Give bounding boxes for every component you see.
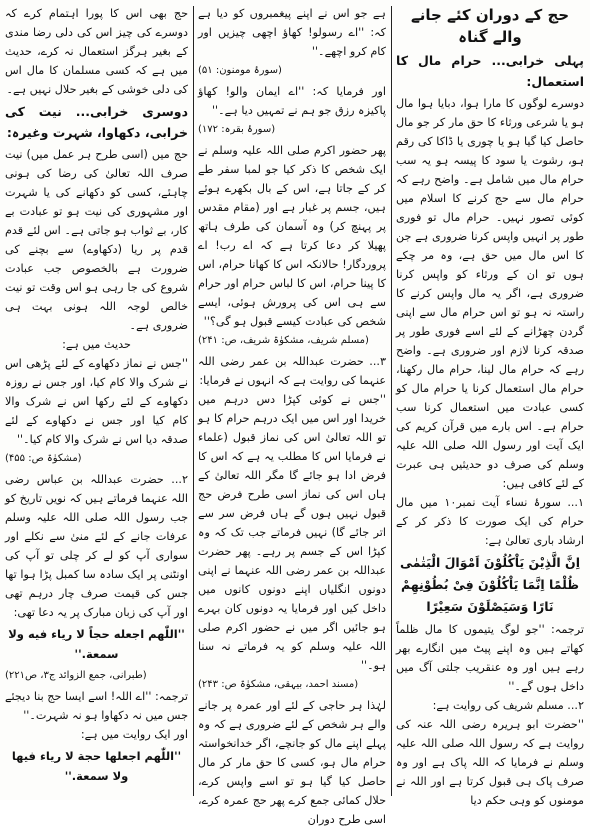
hadith-quote: ''جس نے کوئی کپڑا دس درہم میں خریدا اور اس میں ایک درہم حرام کا ہو تو اللہ تعالیٰ اس کی نماز قبول (علماء نے فرمایا اس کا مطلب یہ ہے کہ اس کا فرض ادا ہو جائے گا مگر اللہ تعالیٰ کے ہاں اس کی نماز اسی طرح فرض حج قبول نہیں ہوں گے ہاں فرض سر سے اتر جائے گا) نہیں فرماتے جب تک کہ وہ کپڑا اس کے جسم پر رہے۔ پھر حضرت عبداللہ بن عمر رضی اللہ عنہما نے اپنی دونوں انگلیاں اپنے دونوں کانوں میں داخل کیں اور فرمایا یہ دونوں کان بہرے ہو جائیں اگر میں نے حضور اکرم صلی اللہ علیہ وسلم کو یہ فرماتے نہ سنا ہو۔'' <box>198 393 386 672</box>
paragraph: ہے جو اس نے اپنے پیغمبروں کو دیا ہے کہ: ''اے رسولو! کھاؤ اچھی چیزیں اور کام کرو اچھے۔'' <box>198 7 386 58</box>
paragraph: ۱... سورۂ نساء آیت نمبر۱۰ میں مال حرام کی ایک صورت کا ذکر کر کے ارشاد باری تعالیٰ ہے: <box>396 496 585 547</box>
translation: ترجمہ: ''جو لوگ یتیموں کا مال ظلماً کھاتے ہیں وہ اپنے پیٹ میں انگارے بھر رہے ہیں اور وہ عنقریب جلتی آگ میں داخل ہوں گے۔'' <box>396 623 584 693</box>
right-column <box>396 4 585 807</box>
article-title: حج کے دوران کئے جانے والے گناہ <box>410 6 570 46</box>
paragraph: حج میں (اسی طرح ہر عمل میں) نیت صرف اللہ تعالیٰ کی رضا کی ہونی چاہئے، کسی کو دکھانے کی یا شہرت اور مشہوری کی نیت ہو تو عبادت بے کار، بے ثواب ہو جاتی ہے۔ اس لئے قدم قدم پر ریا (دکھاوے) سے بچنے کی ضرورت ہے بالخصوص جب عبادت شروع کی جا رہی ہو اس وقت تو نیت خالص لوجہ اللہ ہونی بہت ہی ضروری ہے۔ <box>5 148 188 332</box>
paragraph: ۳... حضرت عبداللہ بن عمر رضی اللہ عنہما کی روایت ہے کہ انہوں نے فرمایا: <box>198 355 386 387</box>
section-heading: دوسری خرابی... نیت کی خرابی، دکھاوا، شہرت وغیرہ: <box>5 104 188 140</box>
column-divider <box>391 6 392 796</box>
reference: (مسند احمد، بیہقی، مشکوٰۃ ص: ۲۴۳) <box>198 679 359 690</box>
paragraph: اور ایک روایت میں ہے: <box>80 728 188 741</box>
middle-column <box>198 4 386 826</box>
paragraph: لہٰذا ہر حاجی کے لئے اور عمرہ پر جانے والے ہر شخص کے لئے ضروری ہے کہ وہ پہلے اپنے مال کو جانچے، اگر خدانخواستہ حرام مال ہو، کسی کا حق مار کر مال حاصل کیا گیا ہو تو اسے واپس کرے، حلال کمائی جمع کرے پھر حج عمرہ کرے، اسی طرح دوران <box>198 699 386 826</box>
paragraph: اور فرمایا کہ: ''اے ایمان والو! کھاؤ پاکیزہ رزق جو ہم نے تمہیں دیا ہے۔'' <box>198 85 386 117</box>
column-divider <box>193 6 194 796</box>
paragraph: ۲... مسلم شریف کی روایت ہے: <box>432 699 584 712</box>
section-heading: پہلی خرابی... حرام مال کا استعمال: <box>396 53 584 89</box>
paragraph: پھر حضور اکرم صلی اللہ علیہ وسلم نے ایک شخص کا ذکر کیا جو لمبا سفر طے کر کے جاتا ہے، اس کے بال بکھرے ہوئے ہیں، جسم پر غبار ہے اور (مقام مقدس پر پہنچ کر) وہ آسمان کی طرف ہاتھ پھیلا کر دعا کرتا ہے کہ اے رب! اے پروردگار! حالانکہ اس کا کھانا حرام، اس کا پینا حرام، اس کا لباس حرام اور حرام سے ہی اس کی پرورش ہوئی، ایسے شخص کی عبادت کیسے قبول ہو گی؟'' <box>198 144 386 328</box>
paragraph: دوسرے لوگوں کا مارا ہوا، دبایا ہوا مال ہو یا شرعی ورثاء کا حق مار کر جو مال حاصل کیا گیا ہو یا چوری یا ڈاکا کی رقم ہو، رشوت یا سود کا پیسہ ہو یہ سب حرام مال میں شامل ہے۔ واضح رہے کہ حرام مال سے حج کرنے کا اسلام میں کوئی تصور نہیں۔ حرام مال تو فوری طور پر انہیں واپس کرنا ضروری ہے جن کا اس مال میں حق ہے، وہ مر چکے ہوں تو ان کے ورثاء کو واپس کرنا ضروری ہے، اگر یہ مال واپس کرنے کا راستہ نہ ہو تو اس حرام مال سے اپنی گردن چھڑانے کے لئے اسے فوری طور پر صدقہ کرنا لازم اور ضروری ہے۔ واضح رہے کہ حرام مال لینا، حرام مال رکھنا، حرام مال استعمال کرنا یا حرام مال کو کسی عبادت میں استعمال کرنا سب حرام ہے۔ اس بارے میں قرآن کریم کی ایک آیت اور رسول اللہ صلی اللہ علیہ وسلم کی صرف دو حدیثیں ہی عبرت کے لئے کافی ہیں: <box>396 97 584 490</box>
hadith-quote: ''جس نے نماز دکھاوے کے لئے پڑھی اس نے شرک والا کام کیا، اور جس نے روزہ دکھاوے کے لئے رکھا اس نے شرک والا کام کیا اور جس نے دکھاوے کے لئے صدقہ دیا اس نے شرک والا کام کیا۔'' <box>5 357 188 446</box>
reference: (سورۂ مومنون: ۵۱) <box>198 65 282 76</box>
hadith-quote: ''حضرت ابو ہریرہ رضی اللہ عنہ کی روایت ہے کہ رسول اللہ صلی اللہ علیہ وسلم نے فرمایا کہ اللہ پاک ہے اور وہ صرف پاک ہی قبول کرتا ہے اور اللہ نے مومنوں کو وہی حکم دیا <box>396 718 584 807</box>
left-column <box>5 4 188 798</box>
arabic-dua: ''اللّٰهم اجعلها حجة لا ریاء فیها ولا سمعة.'' <box>11 749 182 783</box>
paragraph: ۲... حضرت عبداللہ بن عباس رضی اللہ عنہما فرماتے ہیں کہ نویں تاریخ کو جب رسول اللہ صلی اللہ علیہ وسلم عرفات جانے کے لئے منیٰ سے نکلے اور سواری آپ کو لے کر چلی تو آپ کی اونٹنی پر ایک سادہ سا کمبل پڑا ہوا تھا جس کی قیمت صرف چار درہم تھی اور آپ کی زبان مبارک پر یہ دعا تھی: <box>5 473 188 619</box>
translation: ترجمہ: ''اے اللہ! اسے ایسا حج بنا دیجئے جس میں نہ دکھاوا ہو نہ شہرت۔'' <box>5 690 188 722</box>
reference: (سورۂ بقرہ: ۱۷۲) <box>198 124 276 135</box>
paragraph: حدیث میں ہے: <box>62 338 131 351</box>
reference: (مشکوٰۃ ص: ۴۵۵) <box>5 453 82 464</box>
arabic-dua: ''اللّٰهم اجعله حجاً لا ریاء فیه ولا سمعة.'' <box>8 627 185 661</box>
reference: (طبرانی، جمع الزوائد ج۳، ص۲۲۱) <box>5 670 147 681</box>
quran-verse: اِنَّ الَّذِیْنَ یَاْکُلُوْنَ اَمْوَالَ الْیَتٰمٰی ظُلْمًا اِنَّمَا یَاْکُلُوْنَ فِیْ بُطُوْنِهِمْ نَارًا وَسَیَصْلَوْنَ سَعِیْرًا <box>400 555 580 614</box>
reference: (مسلم شریف، مشکوٰۃ شریف، ص: ۲۴۱) <box>198 335 369 346</box>
paragraph: حج بھی اس کا پورا اہتمام کرے کہ دوسرے کی چیز اس کی دلی رضا مندی کے بغیر ہرگز استعمال نہ کرے، حدیث میں ہے کہ کسی مسلمان کا مال اس کی دلی خوشی کے بغیر حلال نہیں ہے۔ <box>5 7 188 96</box>
